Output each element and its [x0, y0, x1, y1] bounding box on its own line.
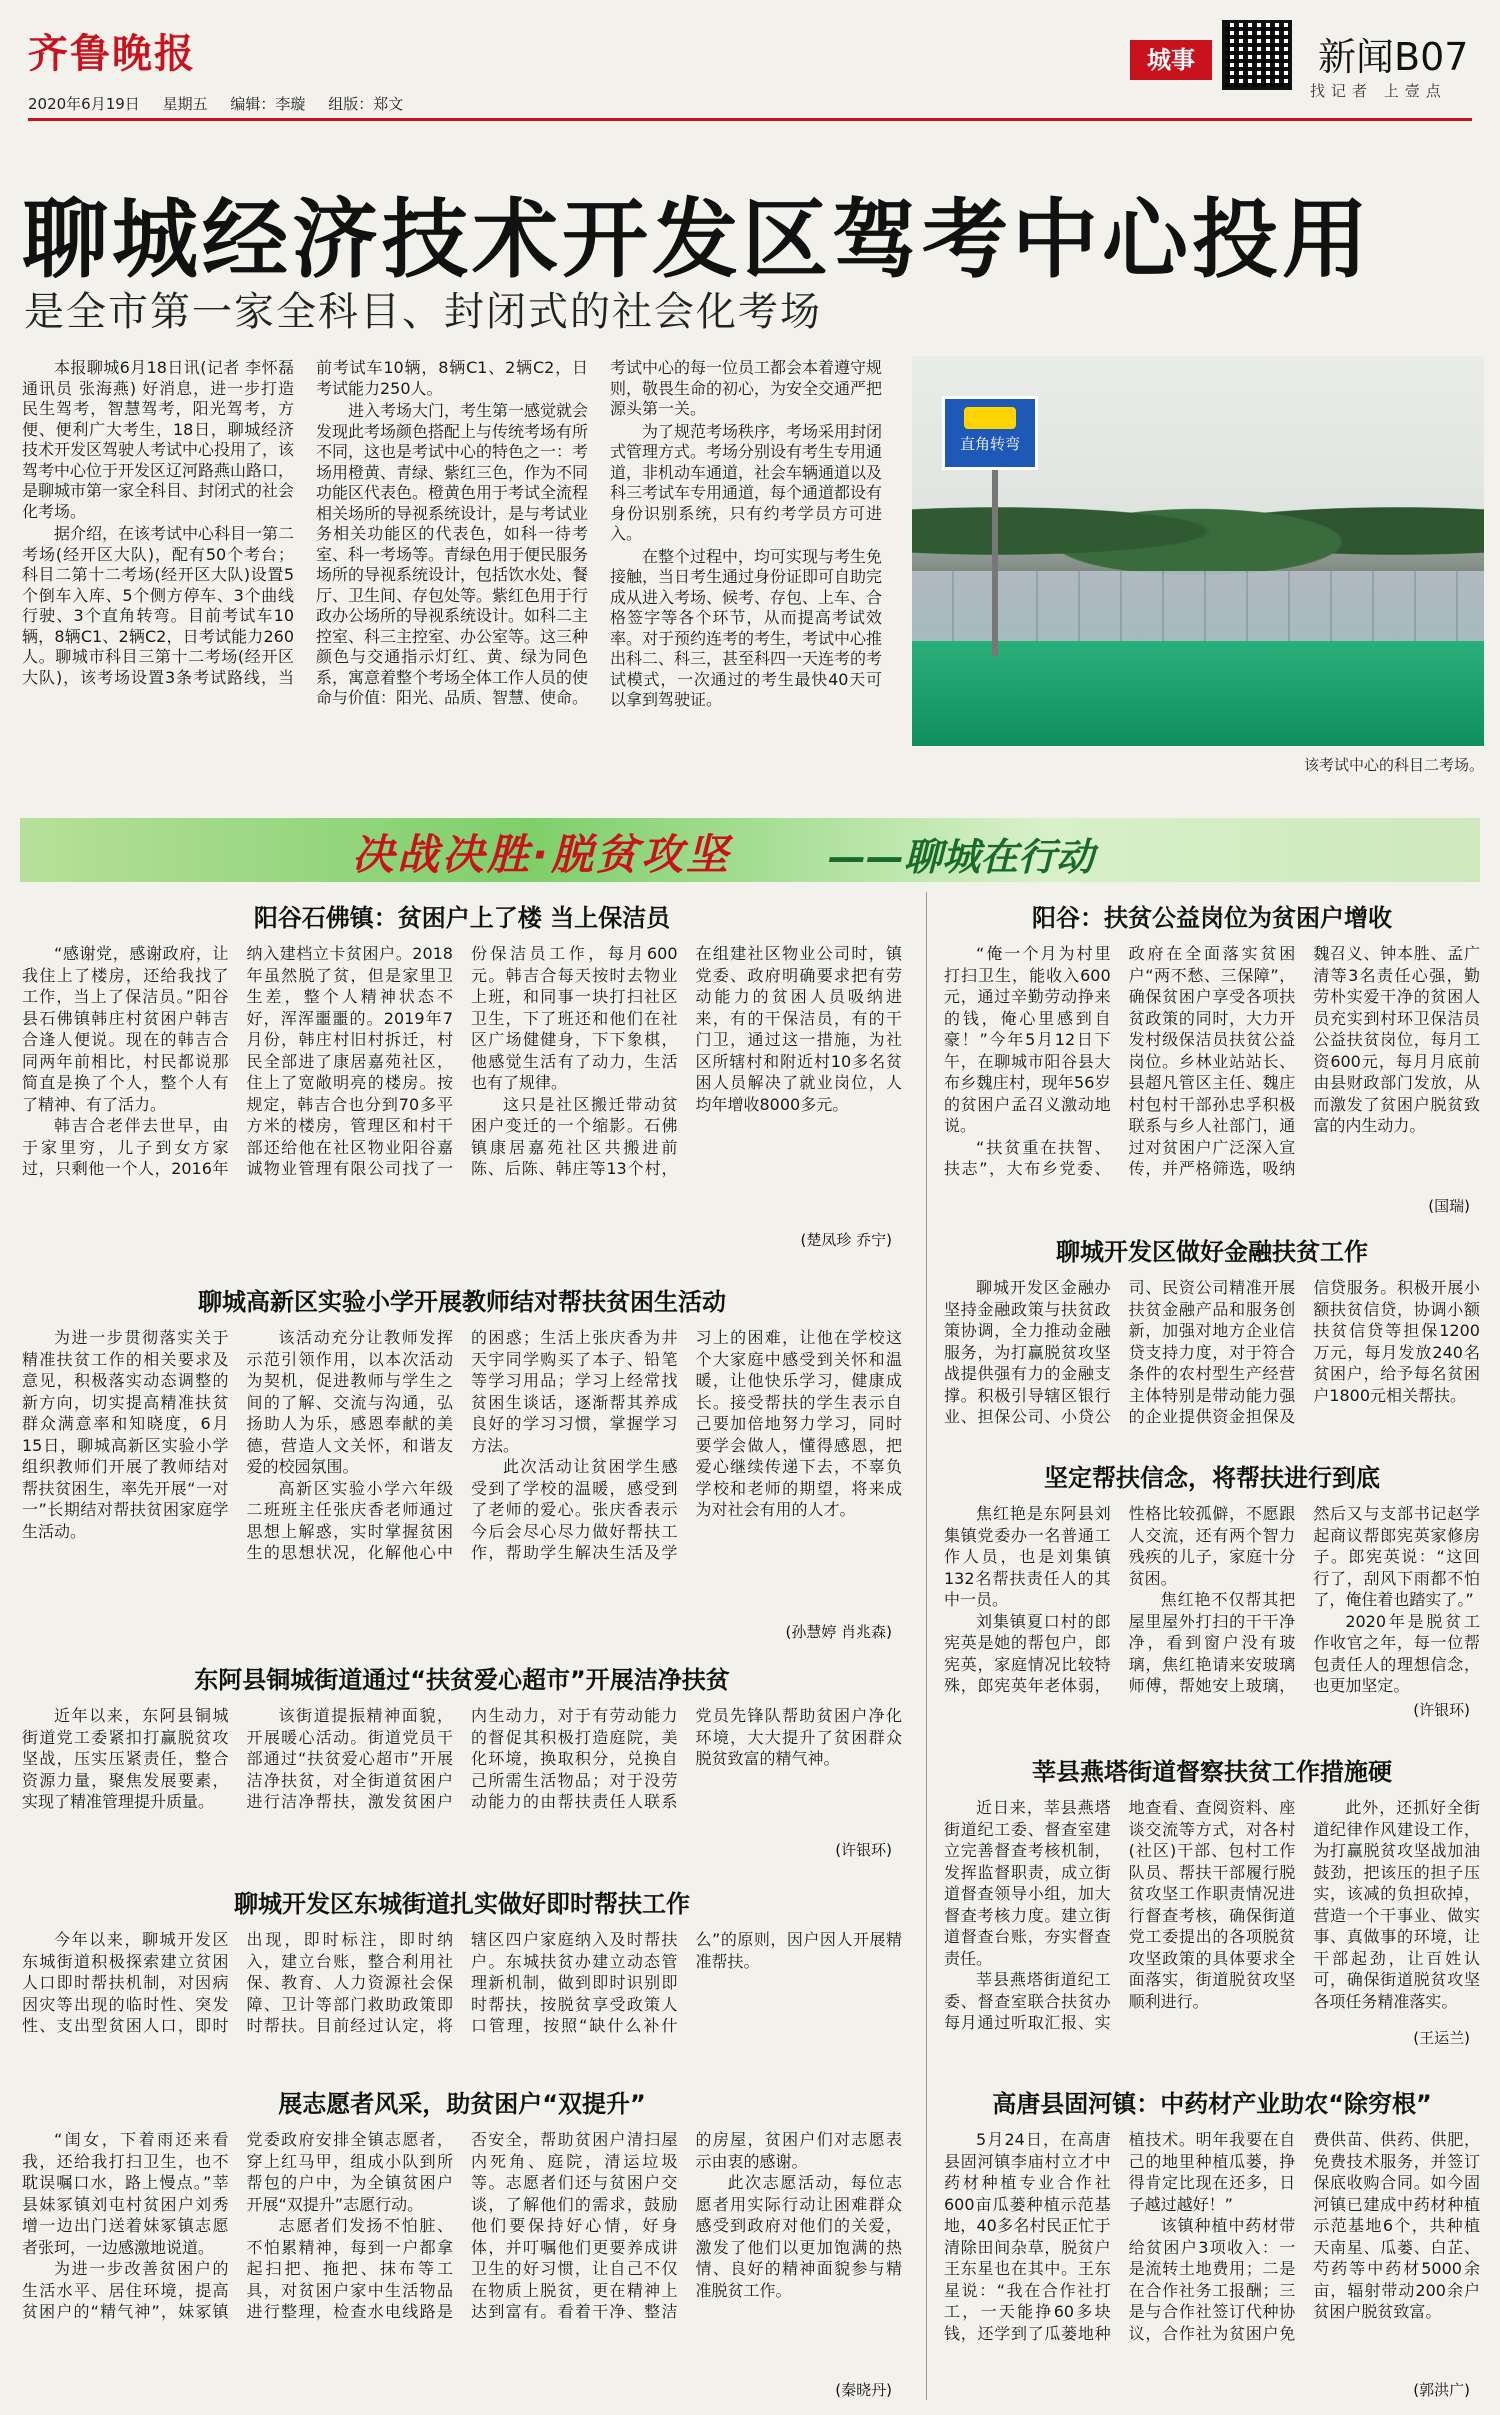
story-paragraph: 2020年是脱贫工作收官之年，每一位帮包责任人的理想信念，也更加坚定。 [1313, 1611, 1480, 1695]
story-paragraph: 莘县燕塔街道纪工委、督查室联合扶贫办每月通过听取汇报、实地查看、查阅资料、座谈交流等方式，对各村(社区)干部、包村工作队员、帮扶干部履行脱贫攻坚工作职责情况进行督查考核，确保街道党工委提出的各项脱贫攻坚政策的具体要求全面落实，街道脱贫攻坚顺利进行。 [944, 1798, 1296, 2032]
story-body [22, 1705, 902, 1855]
lead-paragraph: 在整个过程中，均可实现与考生免接触，当日考生通过身份证即可自助完成从进入考场、候考、存包、上车、合格签字等各个环节，从而提高考试效率。对于预约连考的考生，考试中心推出科二、科三，甚至科四一天连考的考试模式，一次通过的考生最快40天可以拿到驾驶证。 [610, 546, 882, 709]
exam-field-photo [912, 356, 1484, 746]
story-paragraph: 焦红艳是东阿县刘集镇党委办一名普通工作人员，也是刘集镇132名帮扶责任人的其中一员。 [944, 1504, 1111, 1609]
story-body [22, 1929, 902, 2059]
story-title: 聊城开发区东城街道扎实做好即时帮扶工作 [234, 1890, 690, 1918]
story-paragraph: 近年以来，东阿县铜城街道党工委紧扣打赢脱贫攻坚战，压实压紧责任，整合资源力量，聚焦发展要素，实现了精准管理提升质量。 [22, 1706, 229, 1811]
campaign-banner [20, 818, 1480, 882]
story-body [944, 1277, 1480, 1429]
lead-paragraph: 为了规范考场秩序，考场采用封闭式管理方式。考场分别设有考生专用通道，非机动车通道，社会车辆通道以及科三考试车专用通道，每个通道都设有身份识别系统，只有约考学员方可进入。 [610, 421, 882, 543]
section-tag: 城事 [1130, 40, 1212, 80]
story-paragraph: 韩吉合老伴去世早，由于家里穷，儿子到女方家过，只剩他一个人，2016年纳入建档立卡贫困户。2018年虽然脱了贫，但是家里卫生差，整个人精神状态不好，浑浑噩噩的。2019年7月份，韩庄村旧村拆迁，村民全部进了康居嘉苑社区，住上了宽敞明亮的楼房。按规定，韩吉合也分到70多平方米的楼房，管理区和村干部还给他在社区物业阳谷嘉诚物业管理有限公司找了一份保洁员工作，每月600元。韩吉合每天按时去物业上班，和同事一块打扫社区卫生，下了班还和他们在社区广场健健身，下下象棋，他感觉生活有了动力，生活也有了规律。 [22, 944, 678, 1178]
issue-weekday: 星期五 [162, 95, 208, 113]
story-body [22, 2129, 902, 2395]
story-paragraph: 焦红艳不仅帮其把屋里屋外打扫的干干净净，看到窗户没有玻璃，焦红艳请来安玻璃师傅，帮她安上玻璃，然后又与支部书记赵学起商议帮郎宪英家修房子。郎宪英说：“这回行了，刮风下雨都不怕了，俺住着也踏实了。” [1128, 1504, 1480, 1695]
story-title: 莘县燕塔街道督察扶贫工作措施硬 [1032, 1758, 1392, 1786]
story-paragraph: “感谢党，感谢政府，让我住上了楼房，还给我找了工作，当上了保洁员。”阳谷县石佛镇韩庄村贫困户韩吉合逢人便说。现在的韩吉合同两年前相比，村民都说那简直是换了个人，整个人有了精神、有了活力。 [22, 944, 229, 1114]
story-paragraph: 今年以来，聊城开发区东城街道积极探索建立贫困人口即时帮扶机制，对因病因灾等出现的临时性、突发性、支出型贫困人口，即时出现，即时标注，即时纳入，建立台账，整合利用社保、教育、人力资源社会保障、卫计等部门救助政策即时帮扶。目前经过认定，将辖区四户家庭纳入及时帮扶户。东城扶贫办建立动态管理新机制，做到即时识别即时帮扶，按脱贫享受政策人口管理，按照“缺什么补什么”的原则，因户因人开展精准帮扶。 [22, 1930, 902, 2035]
story-body [944, 2129, 1480, 2395]
story-byline: (郭洪广) [1407, 2379, 1470, 2400]
story-paragraph: 此次志愿活动，每位志愿者用实际行动让困难群众感受到政府对他们的关爱，激发了他们以更加饱满的热情、良好的精神面貌参与精准脱贫工作。 [695, 2173, 902, 2300]
story-body [22, 943, 902, 1243]
story-paragraph: 聊城开发区金融办坚持金融政策与扶贫政策协调，全力推动金融服务，为打赢脱贫攻坚战提供强有力的金融支撑。积极引导辖区银行业、担保公司、小贷公司、民资公司精准开展扶贫金融产品和服务创新，加强对地方企业信贷支持力度，对于符合条件的农村型生产经营主体特别是带动能力强的企业提供资金担保及信贷服务。积极开展小额扶贫信贷，协调小额扶贫信贷等担保1200万元，每月发放240名贫困户，给予每名贫困户1800元相关帮扶。 [944, 1278, 1480, 1426]
lead-subheadline: 是全市第一家全科目、封闭式的社会化考场 [24, 289, 822, 335]
road-sign-text: 直角转弯 [959, 435, 1020, 453]
story-body [944, 1797, 1480, 2045]
lead-paragraph: 进入考场大门，考生第一感觉就会发现此考场颜色搭配上与传统考场有所不同，这也是考试中心的特色之一：考场用橙黄、青绿、紫红三色，作为不同功能区代表色。橙黄色用于考试全流程相关场所的导视系统设计，是与考试业务相关功能区的代表色，如科一待考室、科一考场等。青绿色用于便民服务场所的导视系统设计，包括饮水处、餐厅、卫生间、存包处等。紫红色用于行政办公场所的导视系统设计。如科二主控室、科三主控室、办公室等。这三种颜色与交通指示灯红、黄、绿为同色系，寓意着整个考场全体工作人员的使命与价值：阳光、品质、智慧、使命。考试中心的每一位员工都会本着遵守规则，敬畏生命的初心，为安全交通严把源头第一关。 [316, 358, 882, 707]
qr-code-icon [1222, 20, 1292, 90]
story-body [22, 1327, 902, 1637]
story-paragraph: “扶贫重在扶智、扶志”，大布乡党委、政府在全面落实贫困户“两不愁、三保障”，确保贫困户享受各项扶贫政策的同时，大力开发村级保洁员扶贫公益岗位。乡林业站站长、县超凡管区主任、魏庄村包村干部孙忠孚积极联系与乡人社部门，通过对贫困户广泛深入宣传，并严格筛选，吸纳魏召义、钟本胜、孟广清等3名责任心强，勤劳朴实爱干净的贫困人员充实到村环卫保洁员公益扶贫岗位，每月工资600元，每月月底前由县财政部门发放，从而激发了贫困户脱贫致富的内生动力。 [944, 944, 1480, 1178]
story-title: 展志愿者风采，助贫困户“双提升” [278, 2090, 646, 2118]
reporter-tag: 找记者 上壹点 [1310, 82, 1447, 100]
story-gaoxin-school [22, 1282, 902, 1642]
banner-title: 决战决胜·脱贫攻坚 [352, 830, 731, 879]
story-byline: (许银环) [829, 1839, 892, 1860]
story-paragraph: 志愿者们发扬不怕脏、不怕累精神，每到一户都拿起扫把、拖把、抹布等工具，对贫困户家中生活物品进行整理，检查水电线路是否安全，帮助贫困户清扫屋内死角、庭院，清运垃圾等。志愿者们还与贫困户交谈，了解他们的需求，鼓励他们要保持好心情，好身体，并叮嘱他们更要养成讲卫生的好习惯，让自己不仅在物质上脱贫，更在精神上达到富有。看着干净、整洁的房屋，贫困户们对志愿表示由衷的感谢。 [246, 2130, 902, 2321]
story-yanggu-shifo [22, 898, 902, 1250]
lead-paragraph: 据介绍，在该考试中心科目一第二考场(经开区大队)，配有50个考台；科目二第十二考场(经开区大队)设置5个倒车入库、5个侧方停车、3个曲线行驶、3个直角转弯。目前考试车10辆，8辆C1、2辆C2，日考试能力260人。聊城市科目三第十二考场(经开区大队)，该考场设置3条考试路线，当前考试车10辆，8辆C1、2辆C2，日考试能力250人。 [22, 358, 588, 687]
story-title: 聊城高新区实验小学开展教师结对帮扶贫困生活动 [198, 1288, 726, 1316]
banner-subtitle: ——聊城在行动 [828, 835, 1095, 879]
story-paragraph: “闺女，下着雨还来看我，还给我打扫卫生，也不耽误嘱口水，路上慢点。”莘县妹冢镇刘屯村贫困户刘秀增一边出门送着妹冢镇志愿者张珂，一边感激地说道。 [22, 2130, 229, 2257]
story-shenxian-yanta [944, 1752, 1480, 2048]
story-byline: (孙慧婷 肖兆森) [780, 1621, 892, 1642]
story-byline: (王运兰) [1407, 2027, 1470, 2048]
lead-body [22, 358, 882, 798]
car-icon [964, 407, 1016, 429]
story-volunteer [22, 2084, 902, 2400]
story-body [944, 943, 1480, 1211]
story-paragraph: 此外，还抓好全街道纪律作风建设工作，为打赢脱贫攻坚战加油鼓劲，把该压的担子压实，该减的负担砍掉，营造一个干事业、做实事、真做事的环境，让干部起劲，让百姓认可，确保街道脱贫攻坚各项任务精准落实。 [1313, 1798, 1480, 2011]
newspaper-logo: 齐鲁晚报 [28, 30, 196, 77]
story-byline: (国瑞) [1422, 1195, 1470, 1216]
layout-credit: 组版：郑文 [328, 95, 404, 113]
story-title: 东阿县铜城街道通过“扶贫爱心超市”开展洁净扶贫 [194, 1666, 730, 1694]
road-sign [942, 396, 1038, 470]
story-title: 聊城开发区做好金融扶贫工作 [1056, 1238, 1368, 1266]
photo-caption: 该考试中心的科目二考场。 [1303, 756, 1484, 774]
issue-date: 2020年6月19日 [28, 95, 140, 113]
story-title: 阳谷石佛镇：贫困户上了楼 当上保洁员 [253, 904, 671, 932]
photo-track [912, 641, 1484, 746]
lead-headline: 聊城经济技术开发区驾考中心投用 [22, 190, 1372, 290]
story-paragraph: 这只是社区搬迁带动贫困户变迁的一个缩影。石佛镇康居嘉苑社区共搬进前陈、后陈、韩庄等13个村，在组建社区物业公司时，镇党委、政府明确要求把有劳动能力的贫困人员吸纳进来，有的干保洁员，有的干门卫，通过这一措施，为社区所辖村和附近村10多名贫困人员解决了就业岗位，人均年增收8000多元。 [471, 944, 902, 1178]
story-body [944, 1503, 1480, 1717]
story-title: 阳谷：扶贫公益岗位为贫困户增收 [1032, 904, 1392, 932]
story-gaotang-guhe [944, 2084, 1480, 2400]
story-byline: (许银环) [1407, 1699, 1470, 1720]
story-paragraph: 刘集镇夏口村的郎宪英是她的帮包户，郎宪英，家庭情况比较特殊，郎宪英年老体弱，性格比较孤僻，不愿跟人交流，还有两个智力残疾的儿子，家庭十分贫困。 [944, 1504, 1296, 1695]
story-paragraph: 此次活动让贫困学生感受到了学校的温暖，感受到了老师的爱心。张庆香表示今后会尽心尽力做好帮扶工作，帮助学生解决生活及学习上的困难，让他在学校这个大家庭中感受到关怀和温暖，让他快乐学习，健康成长。接受帮扶的学生表示自己要加倍地努力学习，同时要学会做人，懂得感恩，把爱心继续传递下去，不辜负学校和老师的期望，将来成为对社会有用的人才。 [471, 1328, 902, 1562]
story-kaifa-dongcheng [22, 1884, 902, 2064]
column-divider [926, 892, 927, 2400]
story-kaifa-jinrong [944, 1232, 1480, 1432]
story-paragraph: 近日来，莘县燕塔街道纪工委、督查室建立完善督查考核机制，发挥监督职责，成立街道督查领导小组，加大督查考核力度。建立街道督查台账，夯实督查责任。 [944, 1798, 1111, 1968]
editor-credit: 编辑：李璇 [230, 95, 306, 113]
top-rule [28, 118, 1472, 121]
lead-paragraph: 本报聊城6月18日讯(记者 李怀磊 通讯员 张海燕) 好消息，进一步打造民生驾考，智慧驾考，阳光驾考，方便、便利广大考生，18日，聊城经济技术开发区驾驶人考试中心投用了，该驾考中心位于开发区辽河路燕山路口，是聊城市第一家全科目、封闭式的社会化考场。 [22, 358, 295, 521]
story-jianding [944, 1458, 1480, 1720]
story-title: 高唐县固河镇：中药材产业助农“除穷根” [992, 2090, 1432, 2118]
story-paragraph: 为进一步贯彻落实关于精准扶贫工作的相关要求及意见，积极落实动态调整的新方向，切实提高精准扶贫群众满意率和知晓度，6月15日，聊城高新区实验小学组织教师们开展了教师结对帮扶贫困生，率先开展“一对一”长期结对帮扶贫困家庭学生活动。 [22, 1328, 229, 1541]
story-byline: (楚凤珍 乔宁) [795, 1229, 892, 1250]
story-paragraph: 该活动充分让教师发挥示范引领作用，以本次活动为契机，促进教师与学生之间的了解、交流与沟通，弘扬助人为乐，感恩奉献的美德，营造人文关怀，和谐友爱的校园氛围。 [246, 1328, 453, 1476]
story-paragraph: “俺一个月为村里打扫卫生，能收入600元，通过辛勤劳动挣来的钱，俺心里感到自豪！”今年5月12日下午，在聊城市阳谷县大布乡魏庄村，现年56岁的贫困户孟召义激动地说。 [944, 944, 1111, 1135]
story-paragraph: 高新区实验小学六年级二班班主任张庆香老师通过思想上解惑，实时掌握贫困生的思想状况，化解他心中的困惑；生活上张庆香为井天宇同学购买了本子、铅笔等学习用品；学习上经常找贫困生谈话，逐渐帮其养成良好的学习习惯，掌握学习方法。 [246, 1328, 678, 1562]
edition-meta [28, 93, 421, 114]
story-paragraph: 为进一步改善贫困户的生活水平、居住环境，提高贫困户的“精气神”，妹冢镇党委政府安排全镇志愿者，穿上红马甲，组成小队到所帮包的户中，为全镇贫困户开展“双提升”志愿行动。 [22, 2130, 453, 2321]
story-yanggu-gongyi [944, 898, 1480, 1216]
story-paragraph: 该街道提振精神面貌，开展暖心活动。街道党员干部通过“扶贫爱心超市”开展洁净扶贫，对全街道贫困户进行洁净帮扶，激发贫困户内生动力，对于有劳动能力的督促其积极打造庭院，美化环境，换取积分，兑换自己所需生活物品；对于没劳动能力的由帮扶责任人联系党员先锋队帮助贫困户净化环境，大大提升了贫困群众脱贫致富的精气神。 [246, 1706, 902, 1811]
story-paragraph: 该镇种植中药材带给贫困户3项收入：一是流转土地费用；二是在合作社务工报酬；三是与合作社签订代种协议，合作社为贫困户免费供苗、供药、供肥，免费技术服务，并签订保底收购合同。如今固河镇已建成中药材种植示范基地6个，共种植天南星、瓜蒌、白芷、芍药等中药材5000余亩，辐射带动200余户贫困户脱贫致富。 [1128, 2130, 1480, 2343]
story-title: 坚定帮扶信念，将帮扶进行到底 [1044, 1464, 1380, 1492]
story-byline: (秦晓丹) [829, 2379, 892, 2400]
story-paragraph: 5月24日，在高唐县固河镇李庙村立才中药材种植专业合作社600亩瓜蒌种植示范基地，40多名村民正忙于清除田间杂草，脱贫户王东星也在其中。王东星说：“我在合作社打工，一天能挣60多块钱，还学到了瓜蒌地种植技术。明年我要在自己的地里种植瓜蒌，挣得肯定比现在还多，日子越过越好！” [944, 2130, 1296, 2343]
page-label: 新闻B07 [1318, 35, 1469, 79]
story-donge-tongcheng [22, 1660, 902, 1860]
